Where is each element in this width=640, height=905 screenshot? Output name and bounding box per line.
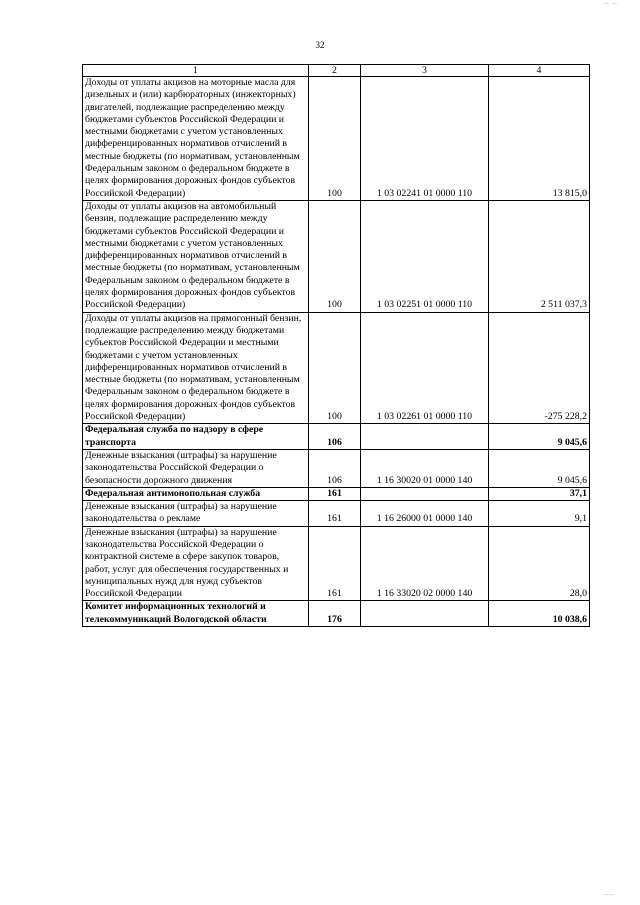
table-row bbox=[83, 487, 590, 500]
table-row bbox=[83, 501, 590, 527]
admin-code-cell: 106 bbox=[309, 424, 361, 450]
amount-cell: 13 815,0 bbox=[489, 77, 590, 201]
column-number: 4 bbox=[489, 65, 590, 77]
table-row bbox=[83, 424, 590, 450]
income-name-cell: Доходы от уплаты акцизов на прямогонный бензин, подлежащие распределению между бюджетами субъектов Российской Федерации и местными бюджетами с учетом установленных дифференцированных нормативов отчислений в местные бюджеты (по нормативам, установленным Федеральным законом о федеральном бюджете в целях формирования дорожных фондов субъектов Российской Федерации) bbox=[83, 312, 309, 424]
scan-mark-top: — — bbox=[603, 2, 618, 7]
amount-cell: 2 511 037,3 bbox=[489, 200, 590, 312]
page-number: 32 bbox=[315, 40, 325, 50]
kbk-code-cell: 1 16 33020 02 0000 140 bbox=[361, 526, 489, 601]
kbk-code-cell: 1 03 02261 01 0000 110 bbox=[361, 312, 489, 424]
column-number: 1 bbox=[83, 65, 309, 77]
kbk-code-cell: 1 16 30020 01 0000 140 bbox=[361, 449, 489, 487]
income-name-cell: Доходы от уплаты акцизов на моторные масла для дизельных и (или) карбюраторных (инжекторных) двигателей, подлежащие распределению между бюджетами субъектов Российской Федерации и местными бюджетами с учетом установленных дифференцированных нормативов отчислений в местные бюджеты (по нормативам, установленным Федеральным законом о федеральном бюджете в целях формирования дорожных фондов субъектов Российской Федерации) bbox=[83, 77, 309, 201]
table-row bbox=[83, 526, 590, 601]
kbk-code-cell: 1 03 02241 01 0000 110 bbox=[361, 77, 489, 201]
table-row bbox=[83, 77, 590, 201]
income-name-cell: Комитет информационных технологий и телекоммуникаций Вологодской области bbox=[83, 601, 309, 627]
kbk-code-cell bbox=[361, 424, 489, 450]
table-row bbox=[83, 449, 590, 487]
amount-cell: 10 038,6 bbox=[489, 601, 590, 627]
revenue-table bbox=[82, 64, 590, 627]
amount-cell: -275 228,2 bbox=[489, 312, 590, 424]
amount-cell: 9,1 bbox=[489, 501, 590, 527]
admin-code-cell: 100 bbox=[309, 312, 361, 424]
admin-code-cell: 161 bbox=[309, 487, 361, 500]
admin-code-cell: 176 bbox=[309, 601, 361, 627]
kbk-code-cell: 1 16 26000 01 0000 140 bbox=[361, 501, 489, 527]
admin-code-cell: 106 bbox=[309, 449, 361, 487]
column-number: 2 bbox=[309, 65, 361, 77]
admin-code-cell: 161 bbox=[309, 501, 361, 527]
income-name-cell: Доходы от уплаты акцизов на автомобильный бензин, подлежащие распределению между бюджетами субъектов Российской Федерации и местными бюджетами с учетом установленных дифференцированных нормативов отчислений в местные бюджеты (по нормативам, установленным Федеральным законом о федеральном бюджете в целях формирования дорожных фондов субъектов Российской Федерации) bbox=[83, 200, 309, 312]
table-row bbox=[83, 601, 590, 627]
amount-cell: 9 045,6 bbox=[489, 424, 590, 450]
amount-cell: 28,0 bbox=[489, 526, 590, 601]
income-name-cell: Федеральная служба по надзору в сфере транспорта bbox=[83, 424, 309, 450]
scan-mark-bottom: —— · bbox=[603, 893, 620, 898]
income-name-cell: Федеральная антимонопольная служба bbox=[83, 487, 309, 500]
amount-cell: 9 045,6 bbox=[489, 449, 590, 487]
revenue-table-body bbox=[83, 65, 590, 627]
amount-cell: 37,1 bbox=[489, 487, 590, 500]
income-name-cell: Денежные взыскания (штрафы) за нарушение законодательства о рекламе bbox=[83, 501, 309, 527]
table-row bbox=[83, 200, 590, 312]
kbk-code-cell bbox=[361, 487, 489, 500]
table-row bbox=[83, 312, 590, 424]
kbk-code-cell bbox=[361, 601, 489, 627]
kbk-code-cell: 1 03 02251 01 0000 110 bbox=[361, 200, 489, 312]
admin-code-cell: 100 bbox=[309, 77, 361, 201]
admin-code-cell: 100 bbox=[309, 200, 361, 312]
column-number-row bbox=[83, 65, 590, 77]
income-name-cell: Денежные взыскания (штрафы) за нарушение законодательства Российской Федерации о безопасности дорожного движения bbox=[83, 449, 309, 487]
column-number: 3 bbox=[361, 65, 489, 77]
admin-code-cell: 161 bbox=[309, 526, 361, 601]
income-name-cell: Денежные взыскания (штрафы) за нарушение законодательства Российской Федерации о контрактной системе в сфере закупок товаров, работ, услуг для обеспечения государственных и муниципальных нужд для нужд субъектов Российской Федерации bbox=[83, 526, 309, 601]
